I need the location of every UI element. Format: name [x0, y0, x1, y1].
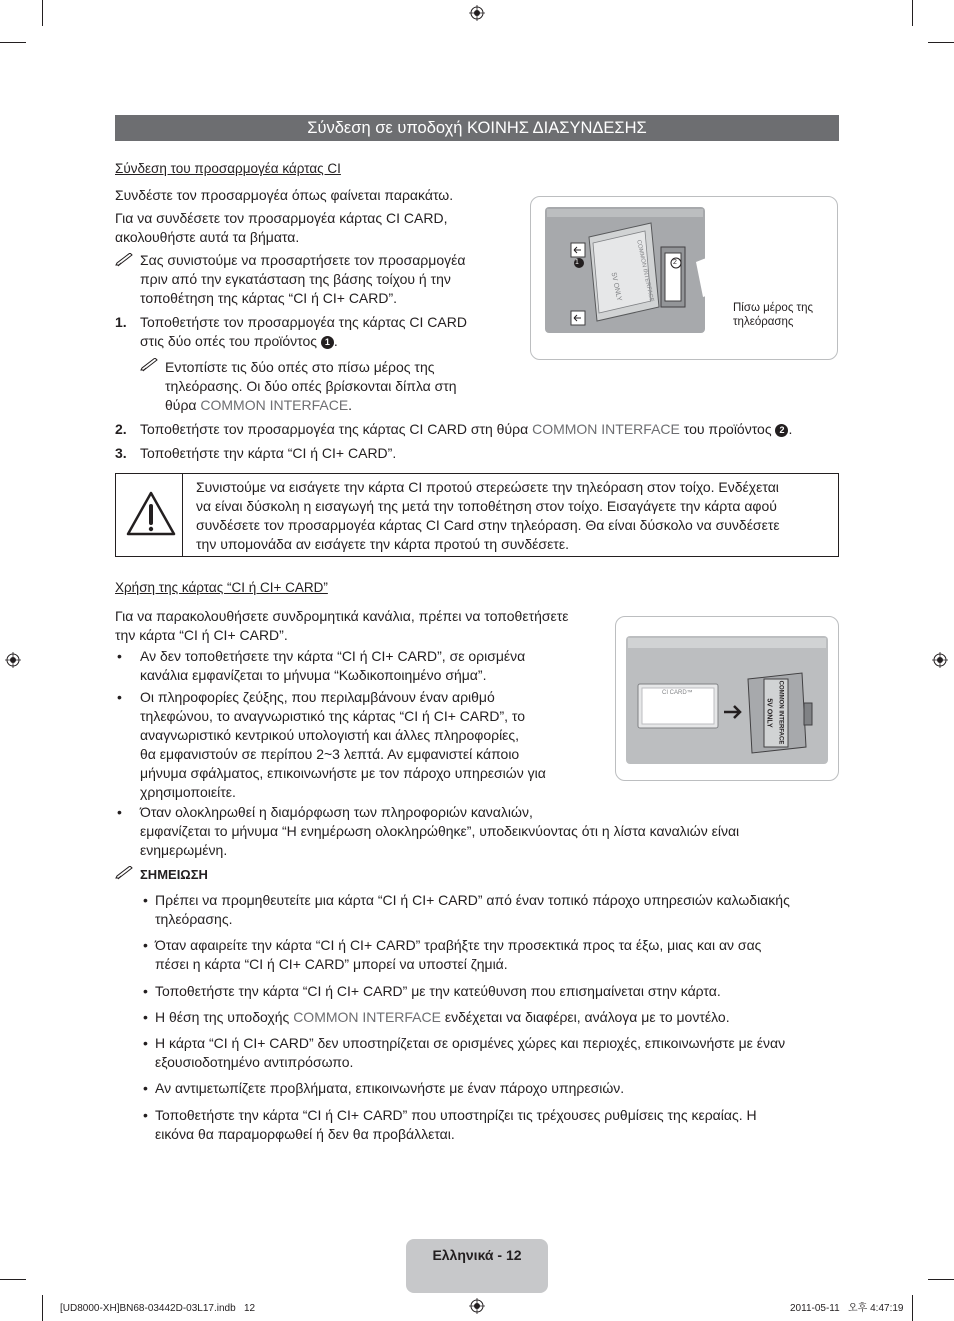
figure-label-2: 2 — [673, 259, 677, 266]
note-2b: πέσει η κάρτα “CI ή CI+ CARD” μπορεί να υποστεί ζημιά. — [155, 956, 508, 972]
warning-divider — [182, 474, 183, 556]
ci-card-bullet-3c: ενημερωμένη. — [140, 842, 228, 858]
crop-mark — [42, 0, 43, 26]
ci-card-bullet-2f: χρησιμοποιείτε. — [140, 784, 236, 800]
warning-line-3: συνδέσετε τον προσαρμογέα κάρτας CI Card στην τηλεόραση. Θα είναι δύσκολο να συνδέσετε — [196, 517, 780, 533]
note-7a: Τοποθετήστε την κάρτα “CI ή CI+ CARD” που υποστηρίζει τις τρέχουσες ρυθμίσεις της κεραίας. Η — [155, 1107, 757, 1123]
warning-line-1: Συνιστούμε να εισάγετε την κάρτα CI προτού στερεώσετε την τηλεόραση στον τοίχο. Ενδέχεται — [196, 479, 779, 495]
step-3-number: 3. — [115, 445, 127, 461]
pencil-note-icon — [115, 866, 135, 880]
registration-mark-icon — [5, 652, 21, 668]
adapter-illustration — [531, 197, 837, 359]
registration-mark-icon — [932, 652, 948, 668]
registration-mark-icon — [469, 5, 485, 21]
step-1-note-c1: θύρα — [165, 397, 197, 413]
section-title: Σύνδεση σε υποδοχή ΚΟΙΝΗΣ ΔΙΑΣΥΝΔΕΣΗΣ — [115, 115, 839, 141]
step-1-number: 1. — [115, 314, 127, 330]
note-5a: Η κάρτα “CI ή CI+ CARD” δεν υποστηρίζεται σε ορισμένες χώρες και περιοχές, επικοινωνήστε με έναν — [155, 1035, 786, 1051]
step-2-number: 2. — [115, 421, 127, 437]
note-5b: εξουσιοδοτημένο αντιπρόσωπο. — [155, 1054, 354, 1070]
crop-mark — [42, 1295, 43, 1321]
note-dot: • — [143, 1107, 148, 1123]
ci-card-bullet-2d: θα εμφανιστούν σε περίπου 2~3 λεπτά. Αν εμφανιστεί κάποιο — [140, 746, 520, 762]
ci-adapter-heading: Σύνδεση του προσαρμογέα κάρτας CI — [115, 161, 341, 176]
note-4 — [155, 1008, 730, 1027]
note-dot: • — [143, 1009, 148, 1025]
ci-card-use-heading: Χρήση της κάρτας “CI ή CI+ CARD” — [115, 580, 328, 595]
figure-label-1: 1 — [575, 259, 579, 266]
crop-mark — [0, 42, 26, 43]
ci-adapter-note-1a: Σας συνιστούμε να προσαρτήσετε τον προσαρμογέα — [140, 252, 466, 268]
figure-caption-b: τηλεόρασης — [733, 316, 794, 328]
page-number: Ελληνικά - 12 — [432, 1247, 522, 1263]
ci-adapter-note-1b: πριν από την εγκατάσταση της βάσης τοίχου ή την — [140, 271, 451, 287]
note-3: Τοποθετήστε την κάρτα “CI ή CI+ CARD” με την κατεύθυνση που επισημαίνεται στην κάρτα. — [155, 983, 721, 999]
port-label-5v: 5V ONLY — [765, 698, 773, 728]
adapter-5v-text: 5V ONLY — [609, 271, 623, 302]
crop-mark — [928, 1279, 954, 1280]
note-6: Αν αντιμετωπίζετε προβλήματα, επικοινωνήστε με έναν πάροχο υπηρεσιών. — [155, 1080, 625, 1096]
note-dot: • — [143, 983, 148, 999]
crop-mark — [928, 42, 954, 43]
step-1-line-b: στις δύο οπές του προϊόντος 1 . — [140, 333, 338, 349]
common-interface-label: COMMON INTERFACE — [532, 421, 680, 437]
ci-card-bullet-2a: Οι πληροφορίες ζεύξης, που περιλαμβάνουν έναν αριθμό — [140, 689, 495, 705]
note-1a: Πρέπει να προμηθευτείτε μια κάρτα “CI ή CI+ CARD” από έναν τοπικό πάροχο υπηρεσιών καλωδιακής — [155, 892, 790, 908]
note-4c: ενδέχεται να διαφέρει, ανάλογα με το μοντέλο. — [444, 1009, 730, 1025]
ci-adapter-intro-1: Συνδέστε τον προσαρμογέα όπως φαίνεται παρακάτω. — [115, 187, 454, 203]
note-dot: • — [143, 1080, 148, 1096]
warning-box — [115, 473, 839, 557]
ci-card-bullet-2e: μήνυμα σφάλματος, επικοινωνήστε με τον πάροχο υπηρεσιών για — [140, 765, 546, 781]
warning-line-4: την υπομονάδα αν εισάγετε την κάρτα προτού τη συνδέσετε. — [196, 536, 569, 552]
pencil-note-icon — [115, 253, 135, 267]
card-insertion-figure — [615, 616, 839, 781]
ci-card-label: CI CARD™ — [662, 690, 693, 696]
note-1b: τηλεόρασης. — [155, 911, 233, 927]
crop-mark — [912, 0, 913, 26]
footer-timestamp: 2011-05-11 오후 4:47:19 — [790, 1303, 904, 1314]
ci-adapter-intro-2a: Για να συνδέσετε τον προσαρμογέα κάρτας CI CARD, — [115, 210, 448, 226]
card-insertion-illustration — [616, 617, 838, 780]
pencil-note-icon — [140, 358, 160, 372]
note-7b: εικόνα θα παραμορφωθεί ή δεν θα προβάλλεται. — [155, 1126, 455, 1142]
crop-mark — [912, 1295, 913, 1321]
step-1-note-a: Εντοπίστε τις δύο οπές στο πίσω μέρος της — [165, 359, 435, 375]
registration-mark-icon — [469, 1298, 485, 1314]
ci-card-intro-b: την κάρτα “CI ή CI+ CARD”. — [115, 627, 288, 643]
page-number-tab — [406, 1239, 548, 1293]
port-label-common-interface: COMMON INTERFACE — [777, 680, 784, 745]
step-1-badge: 1 — [321, 336, 334, 349]
ci-adapter-note-1c: τοποθέτηση της κάρτας “CI ή CI+ CARD”. — [140, 290, 398, 306]
note-dot: • — [143, 937, 148, 953]
crop-mark — [0, 1279, 26, 1280]
bullet: • — [117, 689, 122, 705]
ci-adapter-intro-2b: ακολουθήστε αυτά τα βήματα. — [115, 229, 300, 245]
footer-file-info: [UD8000-XH]BN68-03442D-03L17.indb 12 — [60, 1303, 256, 1314]
step-1-note-c: θύρα COMMON INTERFACE. — [165, 397, 353, 413]
note-dot: • — [143, 892, 148, 908]
figure-caption-a: Πίσω μέρος της — [733, 302, 814, 314]
bullet: • — [117, 648, 122, 664]
warning-line-2: να είναι δύσκολη η εισαγωγή της μετά την τοποθέτηση στον τοίχο. Εισαγάγετε την κάρτα αφού — [196, 498, 777, 514]
common-interface-label: COMMON INTERFACE — [293, 1009, 441, 1025]
step-2-badge: 2 — [775, 424, 788, 437]
note-2a: Όταν αφαιρείτε την κάρτα “CI ή CI+ CARD” τραβήξτε την προσεκτικά προς τα έξω, μιας και αν σας — [155, 937, 762, 953]
ci-card-bullet-2b: τηλεφώνου, το αναγνωριστικό της κάρτας “CI ή CI+ CARD”, το — [140, 708, 525, 724]
step-2-text-a: Τοποθετήστε τον προσαρμογέα της κάρτας CI CARD στη θύρα — [140, 421, 529, 437]
ci-card-bullet-2c: αναγνωριστικό κεντρικού υπολογιστή και άλλες πληροφορίες, — [140, 727, 520, 743]
step-1-note-b: τηλεόρασης. Οι δύο οπές βρίσκονται δίπλα στη — [165, 378, 457, 394]
note-title: ΣΗΜΕΙΩΣΗ — [140, 867, 208, 882]
ci-card-bullet-1a: Αν δεν τοποθετήσετε την κάρτα “CI ή CI+ CARD”, σε ορισμένα — [140, 648, 526, 664]
ci-card-bullet-1b: κανάλια εμφανίζεται το μήνυμα “Κωδικοποιημένο σήμα”. — [140, 667, 487, 683]
step-2-line: Τοποθετήστε τον προσαρμογέα της κάρτας CI CARD στη θύρα COMMON INTERFACE του προϊόντος 2 . — [140, 421, 793, 437]
note-dot: • — [143, 1035, 148, 1051]
step-1-text: στις δύο οπές του προϊόντος — [140, 333, 318, 349]
adapter-figure — [530, 196, 838, 360]
warning-triangle-icon — [125, 490, 177, 538]
step-1-line-a: Τοποθετήστε τον προσαρμογέα της κάρτας CI CARD — [140, 314, 467, 330]
adapter-port-text: COMMON INTERFACE — [635, 239, 655, 303]
bullet: • — [117, 804, 122, 820]
note-4a: Η θέση της υποδοχής — [155, 1009, 290, 1025]
ci-card-bullet-3b: εμφανίζεται το μήνυμα “Η ενημέρωση ολοκληρώθηκε”, υποδεικνύοντας ότι η λίστα καναλιών είναι — [140, 823, 740, 839]
common-interface-label: COMMON INTERFACE — [200, 397, 349, 413]
step-2-text-c: του προϊόντος — [683, 421, 772, 437]
step-3-text: Τοποθετήστε την κάρτα “CI ή CI+ CARD”. — [140, 445, 397, 461]
ci-card-bullet-3a: Όταν ολοκληρωθεί η διαμόρφωση των πληροφοριών καναλιών, — [140, 804, 533, 820]
ci-card-intro-a: Για να παρακολουθήσετε συνδρομητικά κανάλια, πρέπει να τοποθετήσετε — [115, 608, 569, 624]
